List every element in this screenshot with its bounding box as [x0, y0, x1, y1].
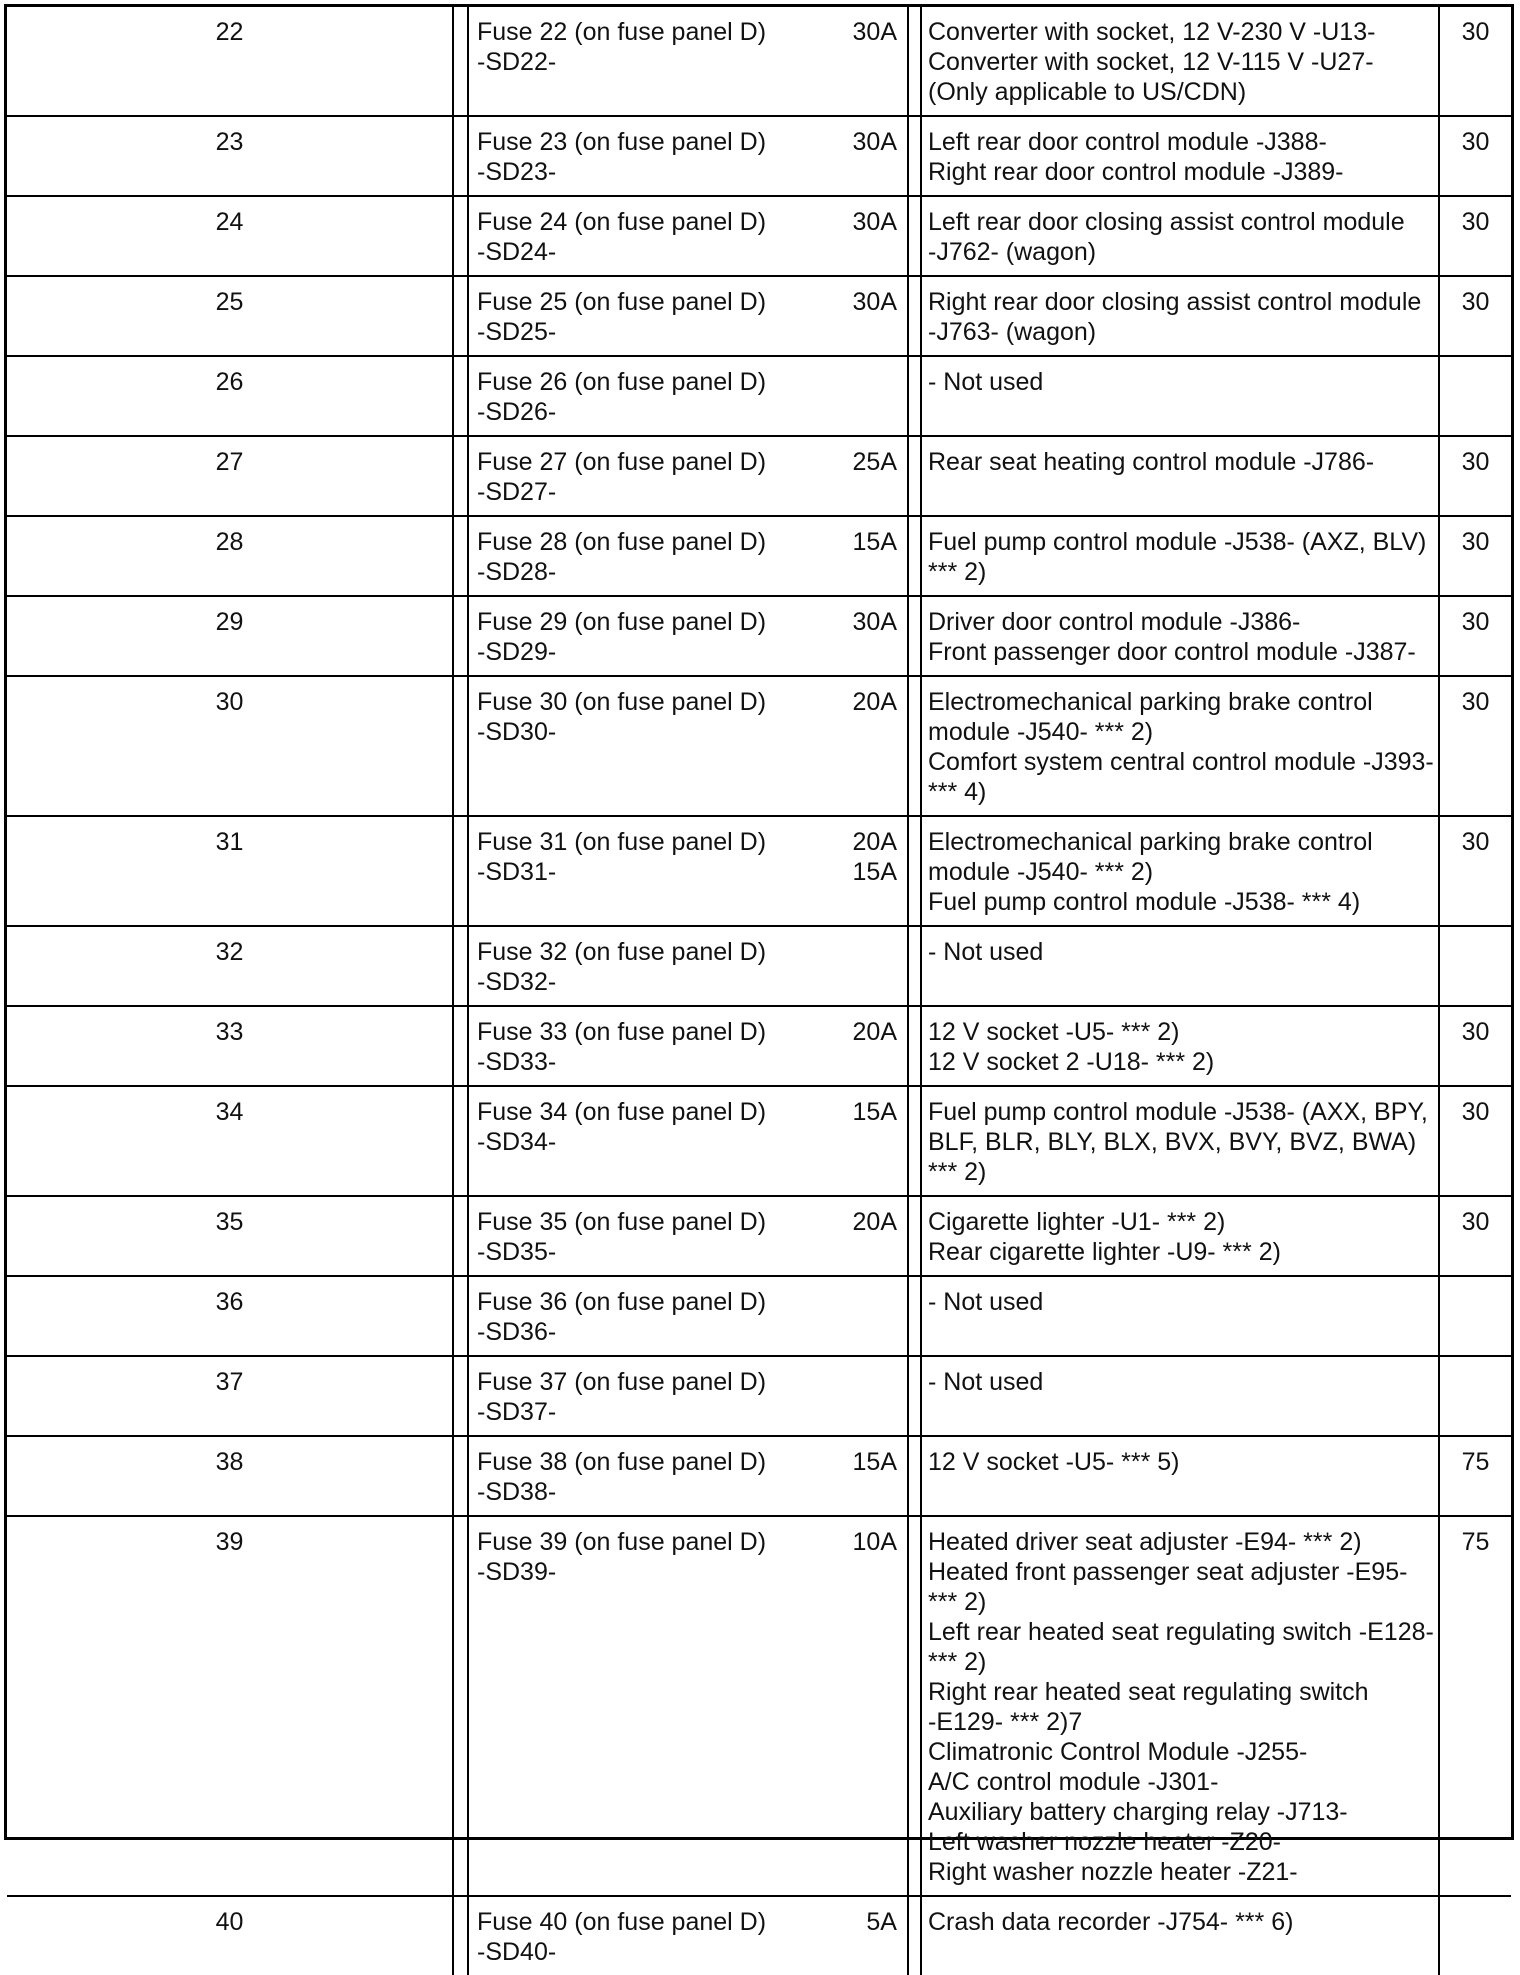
- component-list: [921, 816, 1439, 926]
- column-divider: [453, 276, 468, 356]
- fuse-designation-line: -SD28-: [477, 558, 557, 586]
- terminal: [1439, 1896, 1511, 1975]
- fuse-rating: [845, 1006, 908, 1086]
- fuse-designation-line: Fuse 36 (on fuse panel D): [477, 1288, 767, 1316]
- table-row: [7, 1196, 1511, 1276]
- table-row: [7, 1276, 1511, 1356]
- component-list: [921, 1896, 1439, 1975]
- position-number-text: 26: [215, 368, 244, 396]
- terminal: [1439, 116, 1511, 196]
- fuse-designation-line: Fuse 35 (on fuse panel D): [477, 1208, 767, 1236]
- component-line: Climatronic Control Module -J255-: [928, 1738, 1308, 1766]
- table-row: [7, 1436, 1511, 1516]
- column-divider: [908, 1196, 921, 1276]
- fuse-rating-value: 15A: [852, 1098, 897, 1126]
- component-line: - Not used: [928, 1368, 1044, 1396]
- component-line: Front passenger door control module -J387-: [928, 638, 1416, 666]
- component-line: *** 2): [928, 1158, 987, 1186]
- fuse-rating: [845, 196, 908, 276]
- component-list: [921, 516, 1439, 596]
- fuse-rating-value: 15A: [852, 528, 897, 556]
- fuse-designation-line: -SD35-: [477, 1238, 557, 1266]
- terminal: [1439, 196, 1511, 276]
- position-number: [7, 596, 453, 676]
- component-list: [921, 356, 1439, 436]
- fuse-designation-line: Fuse 33 (on fuse panel D): [477, 1018, 767, 1046]
- fuse-designation-line: -SD26-: [477, 398, 557, 426]
- component-list: [921, 196, 1439, 276]
- fuse-designation: [468, 596, 845, 676]
- component-list: [921, 1276, 1439, 1356]
- fuse-designation: [468, 276, 845, 356]
- fuse-table-frame: [4, 4, 1514, 1966]
- component-line: A/C control module -J301-: [928, 1768, 1219, 1796]
- component-line: Fuel pump control module -J538- (AXZ, BLV): [928, 528, 1427, 556]
- fuse-rating: [845, 1516, 908, 1896]
- component-line: 12 V socket -U5- *** 2): [928, 1018, 1180, 1046]
- component-line: Auxiliary battery charging relay -J713-: [928, 1798, 1348, 1826]
- component-line: -J763- (wagon): [928, 318, 1097, 346]
- fuse-designation-line: Fuse 25 (on fuse panel D): [477, 288, 767, 316]
- position-number: [7, 516, 453, 596]
- fuse-rating-value: 5A: [866, 1908, 897, 1936]
- position-number: [7, 436, 453, 516]
- terminal: [1439, 816, 1511, 926]
- fuse-rating-value: 20A: [852, 1018, 897, 1046]
- fuse-rating: [845, 276, 908, 356]
- position-number: [7, 116, 453, 196]
- fuse-rating: [845, 926, 908, 1006]
- component-line: *** 2): [928, 1648, 987, 1676]
- fuse-designation-line: Fuse 27 (on fuse panel D): [477, 448, 767, 476]
- terminal-value: 30: [1461, 528, 1490, 556]
- column-divider: [453, 1006, 468, 1086]
- column-divider: [908, 356, 921, 436]
- terminal: [1439, 1516, 1511, 1896]
- fuse-rating-value: 30A: [852, 608, 897, 636]
- fuse-designation: [468, 116, 845, 196]
- terminal: [1439, 7, 1511, 116]
- table-row: [7, 1896, 1511, 1975]
- position-number-text: 23: [215, 128, 244, 156]
- component-list: [921, 7, 1439, 116]
- component-line: - Not used: [928, 368, 1044, 396]
- fuse-table: [7, 7, 1511, 1975]
- component-line: Crash data recorder -J754- *** 6): [928, 1908, 1294, 1936]
- fuse-rating: [845, 436, 908, 516]
- fuse-designation-line: -SD37-: [477, 1398, 557, 1426]
- column-divider: [908, 1276, 921, 1356]
- component-line: 12 V socket -U5- *** 5): [928, 1448, 1180, 1476]
- fuse-designation-line: Fuse 31 (on fuse panel D): [477, 828, 767, 856]
- column-divider: [908, 436, 921, 516]
- column-divider: [908, 1436, 921, 1516]
- component-line: BLF, BLR, BLY, BLX, BVX, BVY, BVZ, BWA): [928, 1128, 1417, 1156]
- column-divider: [453, 1086, 468, 1196]
- fuse-rating-value: 30A: [852, 288, 897, 316]
- fuse-designation: [468, 356, 845, 436]
- position-number-text: 35: [215, 1208, 244, 1236]
- position-number-text: 25: [215, 288, 244, 316]
- column-divider: [453, 1896, 468, 1975]
- component-list: [921, 436, 1439, 516]
- position-number: [7, 1896, 453, 1975]
- terminal: [1439, 356, 1511, 436]
- column-divider: [908, 1896, 921, 1975]
- column-divider: [908, 196, 921, 276]
- table-row: [7, 926, 1511, 1006]
- component-line: -J762- (wagon): [928, 238, 1097, 266]
- position-number-text: 24: [215, 208, 244, 236]
- fuse-designation: [468, 1896, 845, 1975]
- component-line: Electromechanical parking brake control: [928, 828, 1373, 856]
- fuse-rating-value: 20A: [852, 1208, 897, 1236]
- component-list: [921, 1356, 1439, 1436]
- table-row: [7, 196, 1511, 276]
- component-line: 12 V socket 2 -U18- *** 2): [928, 1048, 1215, 1076]
- component-line: *** 2): [928, 1588, 987, 1616]
- component-line: Right rear door control module -J389-: [928, 158, 1344, 186]
- terminal-value: 30: [1461, 1208, 1490, 1236]
- fuse-designation-line: -SD36-: [477, 1318, 557, 1346]
- component-line: Rear seat heating control module -J786-: [928, 448, 1375, 476]
- terminal: [1439, 276, 1511, 356]
- column-divider: [908, 596, 921, 676]
- position-number-text: 32: [215, 938, 244, 966]
- column-divider: [453, 1436, 468, 1516]
- column-divider: [453, 1196, 468, 1276]
- fuse-rating: [845, 116, 908, 196]
- terminal-value: 30: [1461, 608, 1490, 636]
- fuse-designation: [468, 816, 845, 926]
- fuse-designation-line: -SD29-: [477, 638, 557, 666]
- terminal-value: 30: [1461, 208, 1490, 236]
- terminal: [1439, 926, 1511, 1006]
- column-divider: [908, 276, 921, 356]
- component-line: Cigarette lighter -U1- *** 2): [928, 1208, 1226, 1236]
- column-divider: [908, 1006, 921, 1086]
- table-row: [7, 1006, 1511, 1086]
- fuse-designation-line: Fuse 28 (on fuse panel D): [477, 528, 767, 556]
- fuse-rating: [845, 596, 908, 676]
- table-row: [7, 116, 1511, 196]
- component-list: [921, 676, 1439, 816]
- fuse-designation-line: -SD27-: [477, 478, 557, 506]
- position-number-text: 36: [215, 1288, 244, 1316]
- fuse-rating-value: 20A: [852, 828, 897, 856]
- fuse-designation-line: Fuse 34 (on fuse panel D): [477, 1098, 767, 1126]
- fuse-rating-value: 30A: [852, 128, 897, 156]
- column-divider: [908, 816, 921, 926]
- position-number: [7, 1516, 453, 1896]
- position-number-text: 38: [215, 1448, 244, 1476]
- column-divider: [453, 1516, 468, 1896]
- terminal-value: 75: [1461, 1448, 1490, 1476]
- position-number-text: 27: [215, 448, 244, 476]
- terminal-value: 30: [1461, 448, 1490, 476]
- position-number-text: 40: [215, 1908, 244, 1936]
- fuse-designation: [468, 436, 845, 516]
- component-list: [921, 926, 1439, 1006]
- component-line: - Not used: [928, 1288, 1044, 1316]
- fuse-rating: [845, 1896, 908, 1975]
- fuse-designation-line: -SD25-: [477, 318, 557, 346]
- terminal: [1439, 676, 1511, 816]
- terminal: [1439, 436, 1511, 516]
- position-number-text: 39: [215, 1528, 244, 1556]
- component-line: Left washer nozzle heater -Z20-: [928, 1828, 1281, 1856]
- fuse-designation-line: -SD39-: [477, 1558, 557, 1586]
- terminal: [1439, 1196, 1511, 1276]
- column-divider: [453, 816, 468, 926]
- component-line: module -J540- *** 2): [928, 858, 1154, 886]
- component-line: Right washer nozzle heater -Z21-: [928, 1858, 1298, 1886]
- fuse-rating-value: 10A: [852, 1528, 897, 1556]
- fuse-designation-line: Fuse 26 (on fuse panel D): [477, 368, 767, 396]
- position-number: [7, 276, 453, 356]
- fuse-designation-line: -SD34-: [477, 1128, 557, 1156]
- position-number-text: 31: [215, 828, 244, 856]
- column-divider: [908, 1356, 921, 1436]
- fuse-designation: [468, 1436, 845, 1516]
- fuse-rating-value: 25A: [852, 448, 897, 476]
- position-number: [7, 676, 453, 816]
- fuse-designation-line: Fuse 38 (on fuse panel D): [477, 1448, 767, 1476]
- component-line: *** 2): [928, 558, 987, 586]
- position-number: [7, 1196, 453, 1276]
- component-line: Heated front passenger seat adjuster -E95-: [928, 1558, 1408, 1586]
- fuse-designation: [468, 7, 845, 116]
- column-divider: [453, 7, 468, 116]
- column-divider: [453, 1356, 468, 1436]
- fuse-designation: [468, 926, 845, 1006]
- position-number-text: 34: [215, 1098, 244, 1126]
- position-number: [7, 1276, 453, 1356]
- fuse-designation: [468, 1356, 845, 1436]
- column-divider: [908, 7, 921, 116]
- position-number-text: 29: [215, 608, 244, 636]
- component-list: [921, 116, 1439, 196]
- component-line: Left rear door control module -J388-: [928, 128, 1327, 156]
- position-number: [7, 7, 453, 116]
- table-row: [7, 356, 1511, 436]
- fuse-designation-line: -SD38-: [477, 1478, 557, 1506]
- fuse-designation: [468, 516, 845, 596]
- position-number: [7, 1086, 453, 1196]
- fuse-designation-line: Fuse 29 (on fuse panel D): [477, 608, 767, 636]
- fuse-designation-line: -SD24-: [477, 238, 557, 266]
- position-number-text: 30: [215, 688, 244, 716]
- component-line: Converter with socket, 12 V-115 V -U27-: [928, 48, 1374, 76]
- fuse-rating: [845, 1196, 908, 1276]
- table-row: [7, 1516, 1511, 1896]
- position-number: [7, 816, 453, 926]
- fuse-rating: [845, 516, 908, 596]
- table-row: [7, 596, 1511, 676]
- component-line: Right rear door closing assist control module: [928, 288, 1422, 316]
- fuse-designation: [468, 1516, 845, 1896]
- table-row: [7, 1086, 1511, 1196]
- fuse-rating: [845, 356, 908, 436]
- terminal: [1439, 516, 1511, 596]
- fuse-designation: [468, 196, 845, 276]
- fuse-designation-line: Fuse 39 (on fuse panel D): [477, 1528, 767, 1556]
- component-line: Rear cigarette lighter -U9- *** 2): [928, 1238, 1281, 1266]
- fuse-rating-value: 30A: [852, 18, 897, 46]
- terminal: [1439, 1356, 1511, 1436]
- component-list: [921, 1516, 1439, 1896]
- table-row: [7, 1356, 1511, 1436]
- column-divider: [453, 516, 468, 596]
- fuse-rating-value: 15A: [852, 858, 897, 886]
- fuse-rating: [845, 1356, 908, 1436]
- terminal: [1439, 1276, 1511, 1356]
- position-number: [7, 356, 453, 436]
- fuse-designation-line: -SD30-: [477, 718, 557, 746]
- fuse-designation-line: -SD31-: [477, 858, 557, 886]
- fuse-designation: [468, 1196, 845, 1276]
- terminal-value: 30: [1461, 288, 1490, 316]
- table-row: [7, 816, 1511, 926]
- position-number: [7, 196, 453, 276]
- component-line: Converter with socket, 12 V-230 V -U13-: [928, 18, 1376, 46]
- column-divider: [908, 1086, 921, 1196]
- terminal: [1439, 596, 1511, 676]
- component-line: Electromechanical parking brake control: [928, 688, 1373, 716]
- fuse-rating: [845, 676, 908, 816]
- column-divider: [908, 926, 921, 1006]
- fuse-designation-line: Fuse 23 (on fuse panel D): [477, 128, 767, 156]
- column-divider: [908, 516, 921, 596]
- column-divider: [453, 1276, 468, 1356]
- component-line: Heated driver seat adjuster -E94- *** 2): [928, 1528, 1362, 1556]
- terminal-value: 30: [1461, 1098, 1490, 1126]
- position-number-text: 28: [215, 528, 244, 556]
- fuse-rating: [845, 7, 908, 116]
- component-list: [921, 1086, 1439, 1196]
- terminal-value: 75: [1461, 1528, 1490, 1556]
- column-divider: [908, 116, 921, 196]
- fuse-designation-line: Fuse 24 (on fuse panel D): [477, 208, 767, 236]
- fuse-designation-line: Fuse 40 (on fuse panel D): [477, 1908, 767, 1936]
- component-line: Driver door control module -J386-: [928, 608, 1301, 636]
- component-line: *** 4): [928, 778, 987, 806]
- terminal-value: 30: [1461, 688, 1490, 716]
- column-divider: [908, 676, 921, 816]
- component-line: (Only applicable to US/CDN): [928, 78, 1247, 106]
- component-line: Left rear heated seat regulating switch -E128-: [928, 1618, 1434, 1646]
- component-line: - Not used: [928, 938, 1044, 966]
- column-divider: [453, 196, 468, 276]
- component-list: [921, 596, 1439, 676]
- column-divider: [453, 926, 468, 1006]
- fuse-rating-value: 30A: [852, 208, 897, 236]
- column-divider: [453, 596, 468, 676]
- component-line: Fuel pump control module -J538- (AXX, BPY,: [928, 1098, 1428, 1126]
- position-number-text: 22: [215, 18, 244, 46]
- component-line: -E129- *** 2)7: [928, 1708, 1083, 1736]
- fuse-designation-line: Fuse 30 (on fuse panel D): [477, 688, 767, 716]
- component-line: module -J540- *** 2): [928, 718, 1154, 746]
- terminal: [1439, 1086, 1511, 1196]
- component-line: Comfort system central control module -J393-: [928, 748, 1434, 776]
- terminal-value: 30: [1461, 128, 1490, 156]
- fuse-designation-line: -SD32-: [477, 968, 557, 996]
- fuse-designation-line: Fuse 32 (on fuse panel D): [477, 938, 767, 966]
- fuse-designation-line: -SD22-: [477, 48, 557, 76]
- terminal-value: 30: [1461, 18, 1490, 46]
- position-number: [7, 1006, 453, 1086]
- column-divider: [453, 436, 468, 516]
- column-divider: [453, 356, 468, 436]
- position-number-text: 33: [215, 1018, 244, 1046]
- position-number: [7, 1356, 453, 1436]
- component-list: [921, 1196, 1439, 1276]
- fuse-designation: [468, 1086, 845, 1196]
- component-line: Right rear heated seat regulating switch: [928, 1678, 1369, 1706]
- column-divider: [453, 676, 468, 816]
- table-row: [7, 516, 1511, 596]
- fuse-rating-value: 20A: [852, 688, 897, 716]
- component-line: Left rear door closing assist control module: [928, 208, 1405, 236]
- position-number: [7, 1436, 453, 1516]
- fuse-rating: [845, 1276, 908, 1356]
- fuse-designation-line: -SD40-: [477, 1938, 557, 1966]
- terminal-value: 30: [1461, 828, 1490, 856]
- fuse-rating: [845, 1436, 908, 1516]
- column-divider: [908, 1516, 921, 1896]
- fuse-designation: [468, 1276, 845, 1356]
- component-list: [921, 1436, 1439, 1516]
- fuse-rating: [845, 816, 908, 926]
- fuse-designation: [468, 676, 845, 816]
- fuse-designation-line: Fuse 22 (on fuse panel D): [477, 18, 767, 46]
- component-list: [921, 276, 1439, 356]
- table-row: [7, 676, 1511, 816]
- terminal-value: 30: [1461, 1018, 1490, 1046]
- table-row: [7, 7, 1511, 116]
- component-line: Fuel pump control module -J538- *** 4): [928, 888, 1361, 916]
- position-number: [7, 926, 453, 1006]
- fuse-table-body: [7, 7, 1511, 1975]
- table-row: [7, 436, 1511, 516]
- fuse-rating: [845, 1086, 908, 1196]
- fuse-rating-value: 15A: [852, 1448, 897, 1476]
- terminal: [1439, 1436, 1511, 1516]
- column-divider: [453, 116, 468, 196]
- fuse-designation-line: Fuse 37 (on fuse panel D): [477, 1368, 767, 1396]
- fuse-designation: [468, 1006, 845, 1086]
- table-row: [7, 276, 1511, 356]
- position-number-text: 37: [215, 1368, 244, 1396]
- fuse-designation-line: -SD23-: [477, 158, 557, 186]
- terminal: [1439, 1006, 1511, 1086]
- component-list: [921, 1006, 1439, 1086]
- fuse-designation-line: -SD33-: [477, 1048, 557, 1076]
